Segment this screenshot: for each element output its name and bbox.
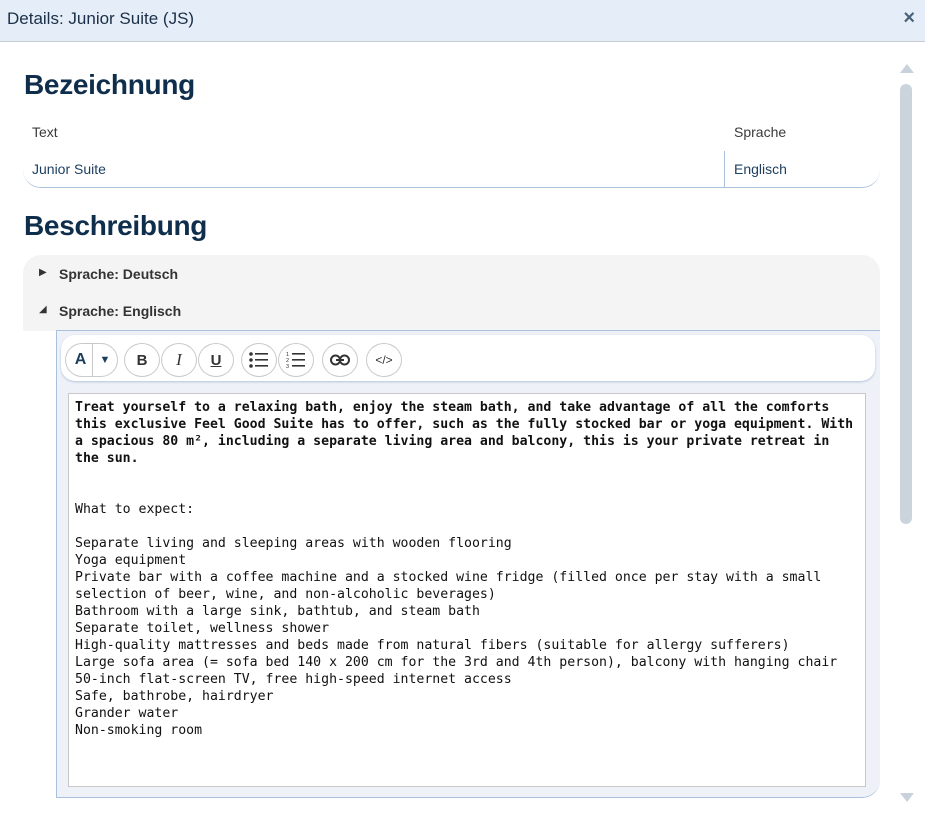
- feature-item: Safe, bathrobe, hairdryer: [75, 689, 274, 704]
- description-textarea[interactable]: [68, 393, 866, 787]
- numbered-list-icon: [286, 351, 306, 369]
- bezeichnung-heading: Bezeichnung: [24, 69, 195, 100]
- svg-text:1: 1: [286, 352, 290, 358]
- feature-item: Large sofa area (= sofa bed 140 x 200 cm for the 3rd and 4th person), balcony with hanging chair: [75, 655, 838, 670]
- dialog-content: [0, 42, 895, 817]
- intro-paragraph: Treat yourself to a relaxing bath, enjoy the steam bath, and take advantage of all the comforts this exclusive Feel Good Suite has to offer, such as the fully stocked bar or yoga equipment. With a spacious 80 m², including a separate living area and balcony, this is your private retreat in the sun.: [75, 400, 862, 466]
- font-color-dropdown[interactable]: [92, 343, 118, 377]
- feature-item: Private bar with a coffee machine and a stocked wine fridge (filled once per stay with a small selection of beer, wine, and non-alcoholic beverages): [75, 570, 830, 602]
- rich-text-editor: [56, 330, 880, 798]
- code-view-button[interactable]: [366, 343, 402, 377]
- underline-icon: U: [210, 351, 222, 369]
- expanded-triangle-icon: ◢: [39, 304, 47, 315]
- accordion-item-deutsch[interactable]: [23, 255, 880, 292]
- svg-text:3: 3: [286, 364, 290, 369]
- dialog-titlebar: [0, 0, 925, 42]
- subheading: What to expect:: [75, 502, 195, 517]
- language-accordion: [23, 255, 880, 331]
- cell-text[interactable]: Junior Suite: [32, 161, 106, 177]
- editor-toolbar: [61, 335, 875, 381]
- feature-item: Separate living and sleeping areas with wooden flooring: [75, 536, 512, 551]
- bold-icon: B: [136, 351, 148, 369]
- underline-button[interactable]: [198, 343, 234, 377]
- scroll-up-arrow-icon[interactable]: [900, 64, 914, 73]
- feature-item: Bathroom with a large sink, bathtub, and steam bath: [75, 604, 480, 619]
- feature-item: High-quality mattresses and beds made from natural fibers (suitable for allergy sufferers): [75, 638, 790, 653]
- feature-item: Non-smoking room: [75, 723, 203, 738]
- accordion-item-englisch[interactable]: [23, 292, 880, 329]
- scroll-thumb[interactable]: [900, 84, 912, 524]
- feature-item: Yoga equipment: [75, 553, 187, 568]
- feature-item: Grander water: [75, 706, 179, 721]
- dialog-title: Details: Junior Suite (JS): [7, 9, 195, 28]
- italic-icon: I: [176, 350, 182, 369]
- bullet-list-icon: [249, 352, 269, 368]
- cell-sprache[interactable]: Englisch: [734, 161, 787, 177]
- close-icon[interactable]: ×: [903, 7, 915, 29]
- accordion-label: Sprache: Deutsch: [59, 266, 179, 282]
- accordion-label: Sprache: Englisch: [59, 303, 182, 319]
- collapsed-triangle-icon: ▶: [39, 267, 47, 278]
- bullet-list-button[interactable]: [241, 343, 277, 377]
- bold-button[interactable]: [124, 343, 160, 377]
- beschreibung-heading: Beschreibung: [24, 210, 208, 241]
- link-icon: [330, 354, 350, 366]
- italic-button[interactable]: [161, 343, 197, 377]
- svg-text:2: 2: [286, 358, 290, 364]
- font-color-button[interactable]: [65, 343, 95, 377]
- code-icon: </>: [375, 353, 393, 367]
- bezeichnung-table: [23, 111, 880, 188]
- vertical-scrollbar[interactable]: [897, 60, 917, 810]
- numbered-list-button[interactable]: [278, 343, 314, 377]
- scroll-down-arrow-icon[interactable]: [900, 793, 914, 802]
- chevron-down-icon: ▼: [99, 354, 111, 366]
- font-color-icon: A: [74, 351, 87, 368]
- column-header-sprache: Sprache: [734, 124, 787, 140]
- feature-item: 50-inch flat-screen TV, free high-speed internet access: [75, 672, 512, 687]
- column-header-text: Text: [32, 124, 58, 140]
- feature-item: Separate toilet, wellness shower: [75, 621, 330, 636]
- link-button[interactable]: [322, 343, 358, 377]
- column-divider: [724, 151, 725, 188]
